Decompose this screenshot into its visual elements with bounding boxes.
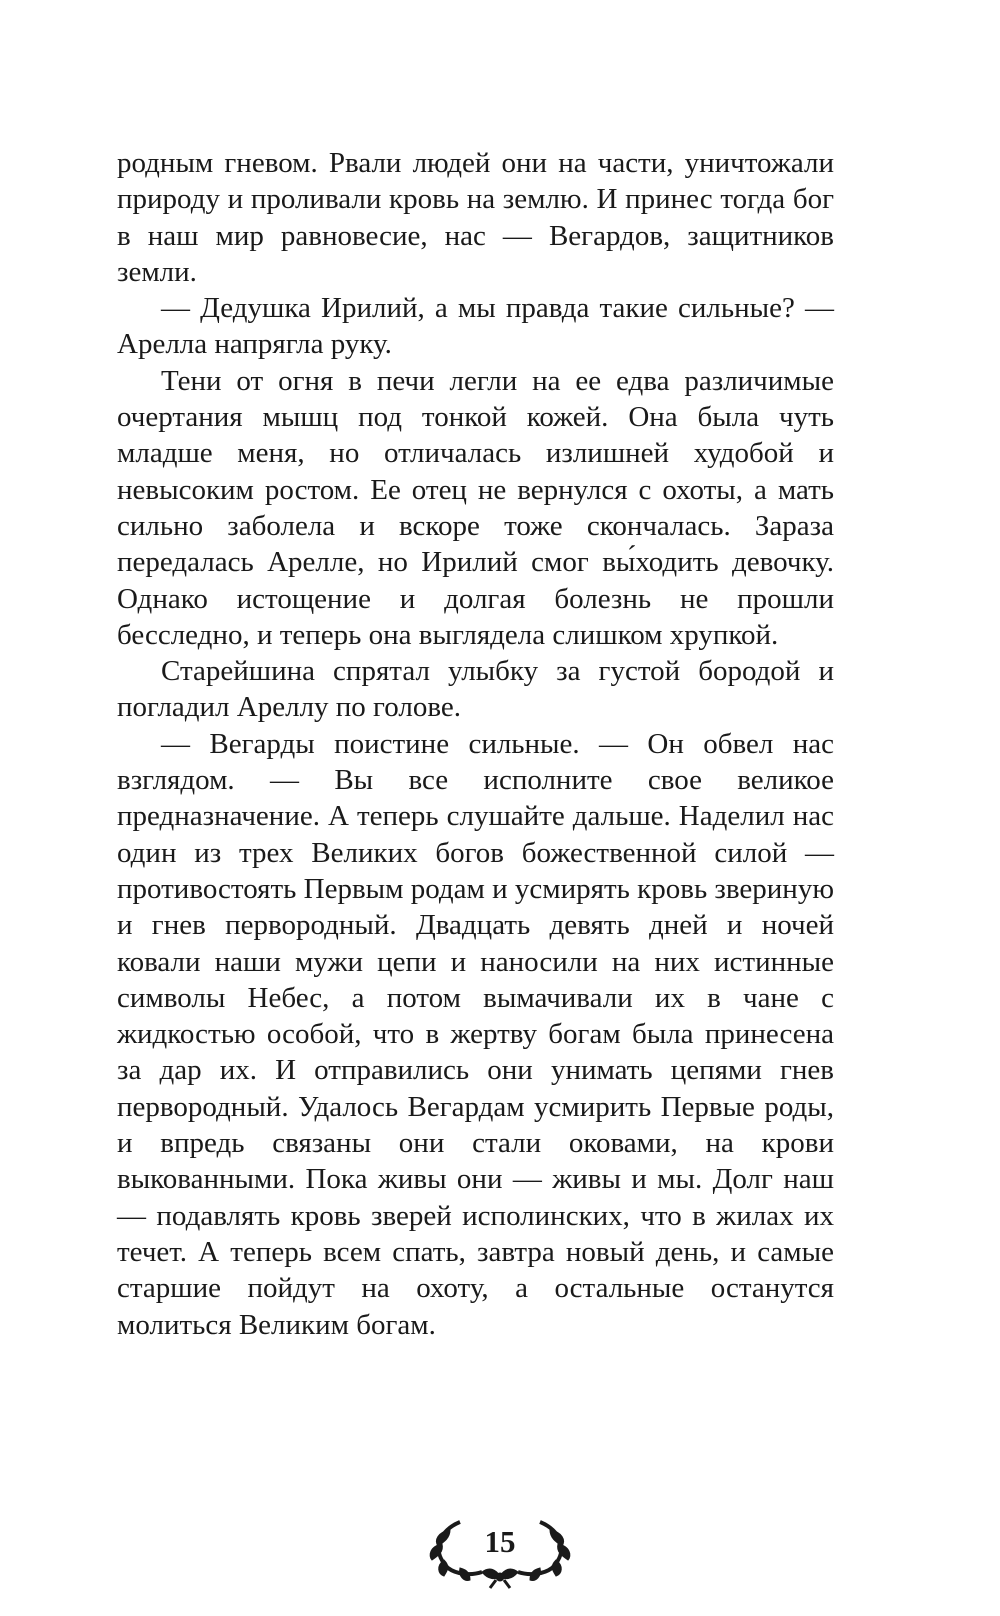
paragraph-continuation: родным гневом. Рвали людей они на части, уничтожали природу и проливали кровь на землю. И принес тогда бог в наш мир равновесие, нас — Вегардов, защитников земли. <box>117 147 834 288</box>
body-text <box>117 145 834 1343</box>
paragraph-dialogue: — Дедушка Ирилий, а мы правда такие сильные? — Арелла напрягла руку. <box>117 292 834 361</box>
paragraph-narration: Старейшина спрятал улыбку за густой бородой и погладил Ареллу по голове. <box>117 655 834 724</box>
page-number: 15 <box>484 1524 516 1559</box>
paragraph-narration: Тени от огня в печи легли на ее едва различимые очертания мышц под тонкой кожей. Она была чуть младше меня, но отличалась излишней худобой и невысоким ростом. Ее отец не вернулся с охоты, а мать сильно заболела и вскоре тоже скончалась. Зараза передалась Арелле, но Ирилий смог вы́ходить девочку. Однако истощение и долгая болезнь не прошли бесследно, и теперь она выглядела слишком хрупкой. <box>117 364 834 651</box>
page-footer <box>400 1510 600 1590</box>
paragraph-dialogue: — Вегарды поистине сильные. — Он обвел нас взглядом. — Вы все исполните свое великое предназначение. А теперь слушайте дальше. Наделил нас один из трех Великих богов божественной силой — противостоять Первым родам и усмирять кровь звериную и гнев первородный. Двадцать девять дней и ночей ковали наши мужи цепи и наносили на них истинные символы Небес, а потом вымачивали их в чане с жидкостью особой, что в жертву богам была принесена за дар их. И отправились они унимать цепями гнев первородный. Удалось Вегардам усмирить Первые роды, и впредь связаны они стали оковами, на крови выкованными. Пока живы они — живы и мы. Долг наш — подавлять кровь зверей исполинских, что в жилах их течет. А теперь всем спать, завтра новый день, и самые старшие пойдут на охоту, а остальные останутся молиться Великим богам. <box>117 727 834 1341</box>
